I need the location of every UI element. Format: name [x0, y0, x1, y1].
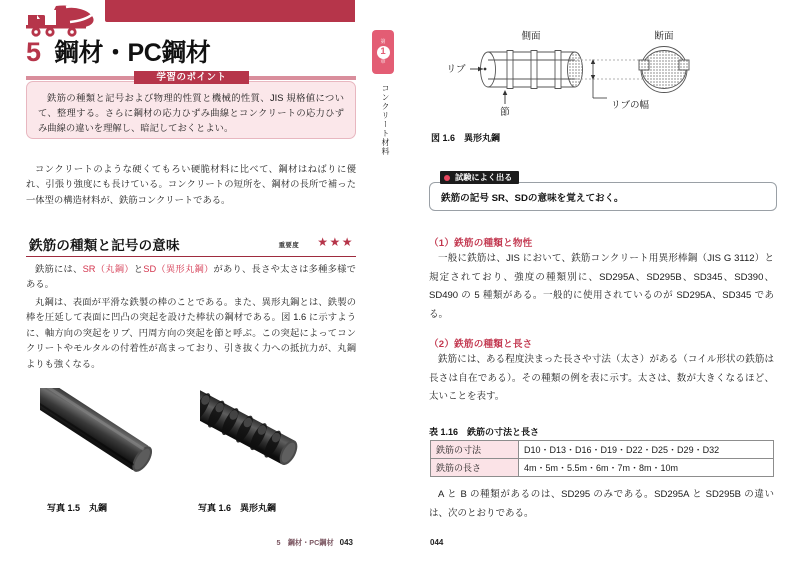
paragraph-round-bar: 丸鋼は、表面が平滑な鉄製の棒のことである。また、異形丸鋼とは、鉄製の棒を圧延して表面に凹凸の突起を設けた棒状の鋼材である。図 1.6 に示すように、軸方向の突起をリブ、円周方向の突起を節と呼ぶ。この突起によってコンクリートやモルタルの付着性が高まっており、引き抜く力への抵抗力が、丸鋼よりも強くなる。 [26, 297, 356, 369]
learning-points-block [26, 71, 356, 139]
table-row-key: 鉄筋の長さ [431, 459, 519, 477]
paragraph-sr-sd [26, 262, 356, 293]
subsection-2-body: 鉄筋には、ある程度決まった長さや寸法（太さ）がある（コイル形状の鉄筋は長さは自在である）。その種類の例を表に示す。太さは、数が大きくなるほど、太いことを表す。 [429, 354, 774, 403]
learning-points-rule-left [26, 76, 136, 80]
subsection-1-body: 一般に鉄筋は、JIS において、鉄筋コンクリート用異形棒鋼（JIS G 3112）と規定されており、強度の種類別に、SD295A、SD295B、SD345、SD390、SD490 の 5 種類がある。一般的に使用されているのが SD295A、SD345 である。 [429, 253, 774, 320]
importance-stars-icon: ★★★ [317, 235, 354, 249]
right-page-number: 044 [430, 538, 444, 547]
photo-caption-1: 写真 1.5 丸鋼 [47, 503, 108, 513]
round-bar-photo [40, 388, 175, 488]
page-title [26, 26, 356, 66]
chapter-sho-label: 章 [380, 58, 386, 65]
section-number: 5 [26, 37, 42, 67]
section-title: 鋼材・PC鋼材 [54, 39, 211, 67]
intro-paragraph: コンクリートのような硬くてもろい硬脆材料に比べて、鋼材はねばりに優れ、引張り強度にも長けている。コンクリートの短所を、鋼材の長所で補った一体型の構造材料が、鉄筋コンクリートである。 [26, 164, 356, 205]
left-page-footer [0, 538, 400, 548]
photo-caption-2: 写真 1.6 異形丸鋼 [198, 503, 277, 513]
rebar-spec-table [430, 440, 774, 477]
term-sr: SR（丸鋼） [82, 264, 134, 274]
svg-text:側面: 側面 [521, 31, 541, 42]
svg-text:リブ: リブ [446, 64, 466, 75]
table-row-key: 鉄筋の寸法 [431, 441, 519, 459]
importance-label: 重要度 [278, 242, 299, 249]
closing-paragraph: A と B の種類があるのは、SD295 のみである。SD295A と SD295B の違いは、次のとおりである。 [429, 489, 774, 519]
para-sr-sd-mid: と [133, 264, 144, 274]
deformed-bar-figure [425, 12, 780, 120]
learning-points-text: 鉄筋の種類と記号および物理的性質と機械的性質、JIS 規格値について、整理する。さらに鋼材の応力ひずみ曲線とコンクリートの応力ひずみ曲線の違いを理解し、暗記しておくとよい。 [38, 93, 344, 134]
left-page-number: 043 [339, 538, 353, 547]
exam-callout-tag: 試験によく出る [440, 171, 519, 184]
table-row [431, 459, 774, 477]
section-heading-block [26, 233, 356, 257]
exam-callout-body: 鉄筋の記号 SR、SDの意味を覚えておく。 [429, 182, 777, 211]
header-band [105, 0, 355, 22]
subsection-2-heading: （2）鉄筋の種類と長さ [429, 339, 533, 350]
learning-points-rule-right [247, 76, 356, 80]
figure-caption: 図 1.6 異形丸鋼 [431, 133, 501, 143]
table-row-value: D10・D13・D16・D19・D22・D25・D29・D32 [519, 441, 774, 459]
svg-text:節: 節 [500, 107, 510, 118]
chapter-vertical-label: コンクリート材料 [381, 84, 390, 156]
deformed-bar-photo [200, 388, 320, 488]
footer-section-label: 5 鋼材・PC鋼材 [276, 538, 334, 547]
chapter-tab [372, 30, 394, 74]
para-sr-sd-tail: があり、長さや太さは多種多様である。 [26, 264, 356, 290]
para-sr-sd-lead: 鉄筋には、 [35, 264, 83, 274]
chapter-number: 1 [377, 46, 390, 59]
table-row [431, 441, 774, 459]
chapter-dai-label: 第 [380, 38, 386, 45]
subsection-1-heading: （1）鉄筋の種類と物性 [429, 238, 533, 249]
table-row-value: 4m・5m・5.5m・6m・7m・8m・10m [519, 459, 774, 477]
learning-points-tag: 学習のポイント [134, 71, 249, 84]
svg-text:断面: 断面 [654, 31, 674, 42]
header-band-tail [340, 0, 355, 22]
section-heading: 鉄筋の種類と記号の意味 [29, 238, 180, 253]
term-sd: SD（異形丸鋼） [143, 264, 214, 274]
svg-text:リブの幅: リブの幅 [611, 100, 650, 111]
table-caption: 表 1.16 鉄筋の寸法と長さ [429, 427, 540, 437]
red-dot-icon [444, 175, 450, 181]
learning-points-box [26, 81, 356, 139]
